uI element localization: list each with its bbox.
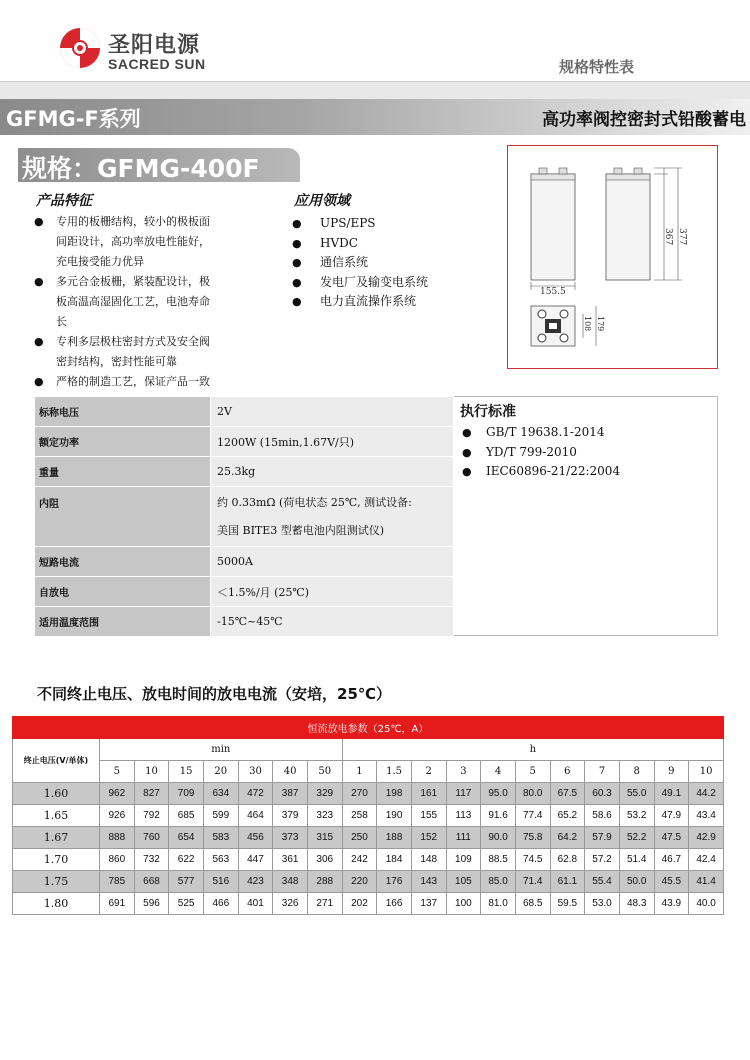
spec-title: 规格：GFMG-400F bbox=[22, 154, 260, 183]
time-header: 10 bbox=[689, 761, 724, 783]
time-header: 15 bbox=[169, 761, 204, 783]
current-value: 827 bbox=[134, 783, 169, 805]
current-value: 81.0 bbox=[481, 893, 516, 915]
time-header: 5 bbox=[100, 761, 135, 783]
table-row bbox=[13, 893, 724, 915]
current-value: 306 bbox=[307, 849, 342, 871]
current-value: 45.5 bbox=[654, 871, 689, 893]
standard-item: ● GB/T 19638.1-2014 bbox=[460, 423, 710, 443]
features-list bbox=[32, 212, 282, 392]
current-value: 46.7 bbox=[654, 849, 689, 871]
discharge-body bbox=[13, 783, 724, 915]
param-value: 5000A bbox=[211, 547, 454, 577]
current-value: 258 bbox=[342, 805, 377, 827]
current-value: 52.2 bbox=[619, 827, 654, 849]
current-value: 622 bbox=[169, 849, 204, 871]
param-key: 内阻 bbox=[35, 487, 211, 547]
current-value: 88.5 bbox=[481, 849, 516, 871]
application-item: ● UPS/EPS bbox=[290, 214, 490, 234]
feature-item: ● 专用的板栅结构，较小的极板面 间距设计，高功率放电性能好， 充电接受能力优异 bbox=[32, 212, 282, 272]
current-value: 464 bbox=[238, 805, 273, 827]
current-value: 250 bbox=[342, 827, 377, 849]
discharge-table bbox=[12, 716, 724, 915]
current-value: 109 bbox=[446, 849, 481, 871]
current-value: 95.0 bbox=[481, 783, 516, 805]
current-value: 270 bbox=[342, 783, 377, 805]
company-logo bbox=[58, 26, 228, 76]
param-row bbox=[35, 607, 454, 637]
time-header: 5 bbox=[515, 761, 550, 783]
current-value: 654 bbox=[169, 827, 204, 849]
time-row bbox=[13, 761, 724, 783]
table-row bbox=[13, 805, 724, 827]
time-header: 8 bbox=[619, 761, 654, 783]
current-value: 176 bbox=[377, 871, 412, 893]
current-value: 53.0 bbox=[585, 893, 620, 915]
application-item: ● HVDC bbox=[290, 234, 490, 254]
time-header: 30 bbox=[238, 761, 273, 783]
current-value: 926 bbox=[100, 805, 135, 827]
current-value: 152 bbox=[411, 827, 446, 849]
height-dimension-367: 367 bbox=[663, 228, 673, 246]
current-value: 100 bbox=[446, 893, 481, 915]
current-value: 65.2 bbox=[550, 805, 585, 827]
time-header: 4 bbox=[481, 761, 516, 783]
current-value: 117 bbox=[446, 783, 481, 805]
current-value: 634 bbox=[203, 783, 238, 805]
current-value: 329 bbox=[307, 783, 342, 805]
param-key: 额定功率 bbox=[35, 427, 211, 457]
sacred-sun-logo-icon bbox=[58, 26, 102, 70]
current-value: 288 bbox=[307, 871, 342, 893]
series-bar bbox=[0, 99, 750, 135]
current-value: 242 bbox=[342, 849, 377, 871]
param-row bbox=[35, 397, 454, 427]
time-header: 3 bbox=[446, 761, 481, 783]
discharge-header-row bbox=[13, 717, 724, 739]
current-value: 161 bbox=[411, 783, 446, 805]
current-value: 85.0 bbox=[481, 871, 516, 893]
param-row bbox=[35, 457, 454, 487]
current-value: 43.4 bbox=[689, 805, 724, 827]
current-value: 43.9 bbox=[654, 893, 689, 915]
param-key: 标称电压 bbox=[35, 397, 211, 427]
current-value: 49.1 bbox=[654, 783, 689, 805]
current-value: 57.9 bbox=[585, 827, 620, 849]
current-value: 71.4 bbox=[515, 871, 550, 893]
current-value: 709 bbox=[169, 783, 204, 805]
current-value: 166 bbox=[377, 893, 412, 915]
current-value: 220 bbox=[342, 871, 377, 893]
depth-dimension-179: 179 bbox=[596, 316, 605, 332]
current-value: 42.9 bbox=[689, 827, 724, 849]
applications-heading: 应用领域 bbox=[294, 193, 350, 209]
application-item: ● 通信系统 bbox=[290, 253, 490, 273]
current-value: 685 bbox=[169, 805, 204, 827]
current-value: 55.4 bbox=[585, 871, 620, 893]
current-value: 387 bbox=[273, 783, 308, 805]
current-value: 74.5 bbox=[515, 849, 550, 871]
height-dimension-377: 377 bbox=[677, 228, 687, 246]
current-value: 348 bbox=[273, 871, 308, 893]
param-value: ＜1.5%/月 (25℃) bbox=[211, 577, 454, 607]
logo-english-text: SACRED SUN bbox=[108, 56, 206, 72]
current-value: 596 bbox=[134, 893, 169, 915]
current-value: 188 bbox=[377, 827, 412, 849]
time-header: 6 bbox=[550, 761, 585, 783]
current-value: 860 bbox=[100, 849, 135, 871]
group-h: h bbox=[342, 739, 723, 761]
current-value: 323 bbox=[307, 805, 342, 827]
param-key: 适用温度范围 bbox=[35, 607, 211, 637]
current-value: 105 bbox=[446, 871, 481, 893]
current-value: 599 bbox=[203, 805, 238, 827]
current-value: 40.0 bbox=[689, 893, 724, 915]
current-value: 525 bbox=[169, 893, 204, 915]
current-value: 361 bbox=[273, 849, 308, 871]
logo-chinese-text: 圣阳电源 bbox=[108, 33, 201, 58]
current-value: 51.4 bbox=[619, 849, 654, 871]
current-value: 47.9 bbox=[654, 805, 689, 827]
current-value: 379 bbox=[273, 805, 308, 827]
param-value: -15℃~45℃ bbox=[211, 607, 454, 637]
current-value: 691 bbox=[100, 893, 135, 915]
current-value: 516 bbox=[203, 871, 238, 893]
current-value: 184 bbox=[377, 849, 412, 871]
current-value: 563 bbox=[203, 849, 238, 871]
table-row bbox=[13, 827, 724, 849]
param-key: 自放电 bbox=[35, 577, 211, 607]
current-value: 61.1 bbox=[550, 871, 585, 893]
current-value: 75.8 bbox=[515, 827, 550, 849]
battery-dimension-drawing bbox=[507, 145, 718, 369]
current-value: 888 bbox=[100, 827, 135, 849]
spec-title-banner bbox=[18, 148, 300, 182]
end-voltage: 1.65 bbox=[13, 805, 100, 827]
current-value: 148 bbox=[411, 849, 446, 871]
current-value: 41.4 bbox=[689, 871, 724, 893]
current-value: 472 bbox=[238, 783, 273, 805]
discharge-header: 恒流放电参数（25℃，A） bbox=[13, 717, 724, 739]
current-value: 53.2 bbox=[619, 805, 654, 827]
current-value: 67.5 bbox=[550, 783, 585, 805]
current-value: 90.0 bbox=[481, 827, 516, 849]
current-value: 62.8 bbox=[550, 849, 585, 871]
param-row bbox=[35, 487, 454, 547]
parameter-table bbox=[34, 396, 454, 637]
current-value: 190 bbox=[377, 805, 412, 827]
current-value: 137 bbox=[411, 893, 446, 915]
document-type: 规格特性表 bbox=[558, 58, 634, 76]
param-row bbox=[35, 577, 454, 607]
time-header: 1 bbox=[342, 761, 377, 783]
time-header: 40 bbox=[273, 761, 308, 783]
current-value: 401 bbox=[238, 893, 273, 915]
discharge-table-title: 不同终止电压、放电时间的放电电流（安培，25℃） bbox=[37, 685, 392, 703]
current-value: 466 bbox=[203, 893, 238, 915]
current-value: 373 bbox=[273, 827, 308, 849]
features-heading: 产品特征 bbox=[36, 193, 92, 209]
standard-item: ● IEC60896-21/22:2004 bbox=[460, 462, 710, 482]
table-row bbox=[13, 849, 724, 871]
param-row bbox=[35, 427, 454, 457]
current-value: 50.0 bbox=[619, 871, 654, 893]
header-divider bbox=[0, 81, 750, 99]
time-header: 50 bbox=[307, 761, 342, 783]
current-value: 111 bbox=[446, 827, 481, 849]
group-min: min bbox=[100, 739, 343, 761]
current-value: 113 bbox=[446, 805, 481, 827]
current-value: 58.6 bbox=[585, 805, 620, 827]
current-value: 155 bbox=[411, 805, 446, 827]
current-value: 64.2 bbox=[550, 827, 585, 849]
current-value: 80.0 bbox=[515, 783, 550, 805]
current-value: 792 bbox=[134, 805, 169, 827]
current-value: 202 bbox=[342, 893, 377, 915]
param-value: 25.3kg bbox=[211, 457, 454, 487]
feature-item: ● 多元合金板栅，紧装配设计，极 板高温高湿固化工艺，电池寿命 长 bbox=[32, 272, 282, 332]
standards-heading: 执行标准 bbox=[460, 404, 516, 420]
current-value: 68.5 bbox=[515, 893, 550, 915]
current-value: 423 bbox=[238, 871, 273, 893]
depth-dimension-108: 108 bbox=[583, 316, 592, 332]
current-value: 198 bbox=[377, 783, 412, 805]
current-value: 577 bbox=[169, 871, 204, 893]
series-name: GFMG-F系列 bbox=[6, 107, 141, 131]
applications-list bbox=[290, 214, 490, 312]
current-value: 760 bbox=[134, 827, 169, 849]
current-value: 77.4 bbox=[515, 805, 550, 827]
end-voltage: 1.60 bbox=[13, 783, 100, 805]
current-value: 55.0 bbox=[619, 783, 654, 805]
current-value: 44.2 bbox=[689, 783, 724, 805]
current-value: 583 bbox=[203, 827, 238, 849]
group-row bbox=[13, 739, 724, 761]
time-header: 1.5 bbox=[377, 761, 412, 783]
current-value: 60.3 bbox=[585, 783, 620, 805]
current-value: 271 bbox=[307, 893, 342, 915]
application-item: ● 发电厂及输变电系统 bbox=[290, 273, 490, 293]
time-header: 2 bbox=[411, 761, 446, 783]
current-value: 732 bbox=[134, 849, 169, 871]
current-value: 962 bbox=[100, 783, 135, 805]
battery-drawing-svg bbox=[508, 146, 719, 370]
standards-box bbox=[454, 396, 718, 636]
table-row bbox=[13, 783, 724, 805]
current-value: 447 bbox=[238, 849, 273, 871]
current-value: 48.3 bbox=[619, 893, 654, 915]
time-header: 7 bbox=[585, 761, 620, 783]
feature-item: ● 专利多层极柱密封方式及安全阀 密封结构，密封性能可靠 bbox=[32, 332, 282, 372]
time-header: 9 bbox=[654, 761, 689, 783]
feature-item: ● 严格的制造工艺，保证产品一致 bbox=[32, 372, 282, 392]
param-value: 2V bbox=[211, 397, 454, 427]
current-value: 456 bbox=[238, 827, 273, 849]
param-key: 重量 bbox=[35, 457, 211, 487]
standard-item: ● YD/T 799-2010 bbox=[460, 443, 710, 463]
current-value: 668 bbox=[134, 871, 169, 893]
param-row bbox=[35, 547, 454, 577]
current-value: 57.2 bbox=[585, 849, 620, 871]
end-voltage: 1.75 bbox=[13, 871, 100, 893]
current-value: 326 bbox=[273, 893, 308, 915]
param-key: 短路电流 bbox=[35, 547, 211, 577]
current-value: 59.5 bbox=[550, 893, 585, 915]
current-value: 315 bbox=[307, 827, 342, 849]
end-voltage: 1.67 bbox=[13, 827, 100, 849]
current-value: 143 bbox=[411, 871, 446, 893]
current-value: 42.4 bbox=[689, 849, 724, 871]
application-item: ● 电力直流操作系统 bbox=[290, 292, 490, 312]
width-dimension: 155.5 bbox=[540, 287, 566, 297]
param-value: 约 0.33mΩ (荷电状态 25℃, 测试设备: 美国 BITE3 型蓄电池内阻测试仪) bbox=[211, 487, 454, 547]
standards-list bbox=[460, 423, 710, 482]
table-row bbox=[13, 871, 724, 893]
time-header: 20 bbox=[203, 761, 238, 783]
end-voltage: 1.80 bbox=[13, 893, 100, 915]
current-value: 91.6 bbox=[481, 805, 516, 827]
series-description: 高功率阀控密封式铅酸蓄电 bbox=[542, 110, 746, 130]
param-value: 1200W (15min,1.67V/只) bbox=[211, 427, 454, 457]
end-voltage: 1.70 bbox=[13, 849, 100, 871]
current-value: 47.5 bbox=[654, 827, 689, 849]
current-value: 785 bbox=[100, 871, 135, 893]
time-header: 10 bbox=[134, 761, 169, 783]
row-label-header: 终止电压(V/单体) bbox=[13, 739, 100, 783]
